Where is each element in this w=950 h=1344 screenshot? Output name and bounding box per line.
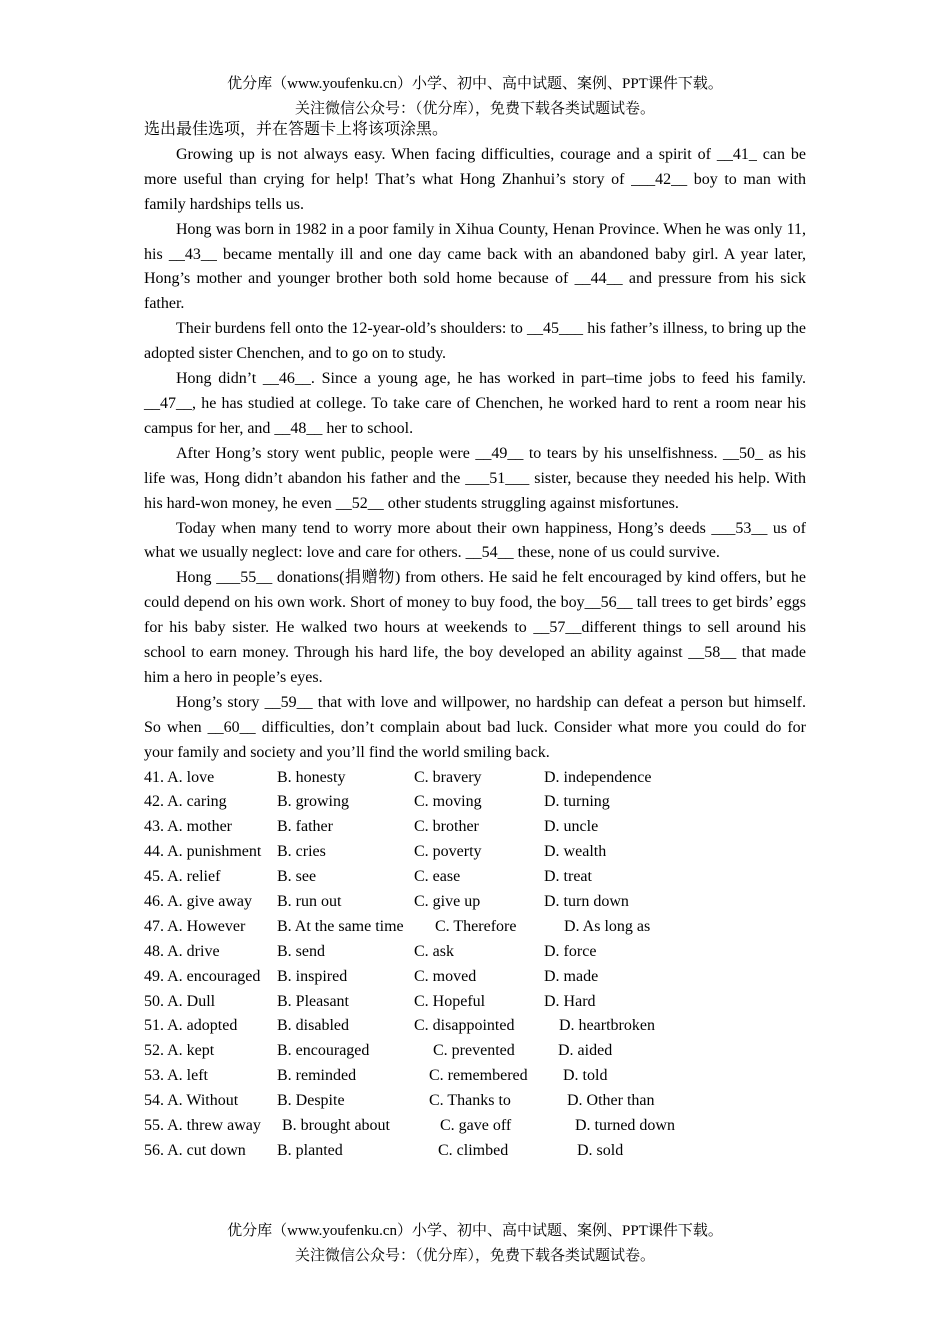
passage-paragraph-8: Hong’s story __59__ that with love and willpower, no hardship can defeat a person but himself. So when __60__ difficulties, don’t complain about bad luck. Consider what more you could do for your family and society and you’ll find the world smiling back. — [144, 693, 806, 761]
option-d: D. independence — [544, 768, 652, 786]
passage-paragraph-4: Hong didn’t __46__. Since a young age, he has worked in part–time jobs to feed his family. __47__, he has studied at college. To take care of Chenchen, he worked hard to rent a room near his campus for her, and __48__ her to school. — [144, 370, 806, 437]
option-c: C. moved — [414, 967, 477, 985]
page-footer-line-1: 优分库（www.youfenku.cn）小学、初中、高中试题、案例、PPT课件下载。 — [227, 1223, 723, 1239]
option-b: B. growing — [277, 793, 349, 811]
option-d: D. heartbroken — [559, 1017, 655, 1035]
option-d: D. made — [544, 967, 599, 985]
option-d: D. sold — [577, 1141, 624, 1159]
option-d: D. uncle — [544, 818, 599, 836]
option-row-49 — [144, 965, 806, 990]
page-header-line-2: 关注微信公众号：（优分库），免费下载各类试题试卷。 — [294, 101, 655, 117]
option-c: C. disappointed — [414, 1017, 515, 1035]
option-b: B. brought about — [282, 1117, 390, 1135]
option-a: 49. A. encouraged — [144, 967, 261, 985]
option-a: 54. A. Without — [144, 1092, 239, 1110]
option-a: 46. A. give away — [144, 893, 252, 911]
option-a: 42. A. caring — [144, 793, 227, 811]
option-row-55 — [144, 1114, 806, 1139]
option-b: B. Pleasant — [277, 992, 349, 1010]
option-row-44 — [144, 840, 806, 865]
option-b: B. reminded — [277, 1067, 357, 1085]
option-d: D. force — [544, 942, 597, 960]
page-footer-line-2: 关注微信公众号：（优分库），免费下载各类试题试卷。 — [294, 1248, 655, 1264]
option-d: D. Other than — [567, 1092, 655, 1110]
option-a: 51. A. adopted — [144, 1017, 238, 1035]
option-row-41 — [144, 766, 806, 791]
option-d: D. Hard — [544, 992, 596, 1010]
option-c: C. ask — [414, 942, 454, 960]
option-b: B. At the same time — [277, 917, 404, 935]
option-row-46 — [144, 890, 806, 915]
option-b: B. send — [277, 942, 325, 960]
option-a: 41. A. love — [144, 768, 215, 786]
option-a: 56. A. cut down — [144, 1141, 246, 1159]
option-row-47 — [144, 915, 806, 940]
option-a: 55. A. threw away — [144, 1117, 261, 1135]
option-b: B. run out — [277, 893, 342, 911]
option-a: 52. A. kept — [144, 1042, 215, 1060]
option-b: B. Despite — [277, 1092, 345, 1110]
option-a: 43. A. mother — [144, 818, 232, 836]
option-b: B. disabled — [277, 1017, 349, 1035]
option-c: C. prevented — [433, 1042, 515, 1060]
option-c: C. Hopeful — [414, 992, 486, 1010]
option-d: D. turned down — [575, 1117, 675, 1135]
option-a: 47. A. However — [144, 917, 246, 935]
option-d: D. As long as — [564, 917, 651, 935]
option-a: 50. A. Dull — [144, 992, 216, 1010]
option-c: C. remembered — [429, 1067, 528, 1085]
option-b: B. honesty — [277, 768, 346, 786]
option-c: C. brother — [414, 818, 479, 836]
option-c: C. poverty — [414, 843, 482, 861]
option-row-53 — [144, 1064, 806, 1089]
option-b: B. encouraged — [277, 1042, 370, 1060]
instruction-text: 选出最佳选项，并在答题卡上将该项涂黑。 — [144, 121, 449, 138]
passage-paragraph-5: After Hong’s story went public, people were __49__ to tears by his unselfishness. __50_ as his life was, Hong didn’t abandon his father and the ___51___ sister, because they needed his help. With his hard-won money, he even __52__ other students struggling against misfortunes. — [144, 444, 806, 512]
option-row-48 — [144, 940, 806, 965]
options-list — [144, 766, 806, 1164]
option-c: C. Therefore — [435, 917, 517, 935]
option-b: B. planted — [277, 1141, 343, 1159]
option-a: 44. A. punishment — [144, 843, 262, 861]
passage-paragraph-1: Growing up is not always easy. When facing difficulties, courage and a spirit of __41_ can be more useful than crying for help! That’s what Hong Zhanhui’s story of ___42__ boy to man with family hardships tells us. — [144, 145, 806, 213]
option-b: B. father — [277, 818, 333, 836]
option-c: C. Thanks to — [429, 1092, 511, 1110]
option-d: D. told — [563, 1067, 608, 1085]
passage-paragraph-6: Today when many tend to worry more about their own happiness, Hong’s deeds ___53__ us of what we usually neglect: love and care for others. __54__ these, none of us could survive. — [144, 519, 806, 562]
option-b: B. inspired — [277, 967, 348, 985]
option-c: C. bravery — [414, 768, 482, 786]
option-c: C. climbed — [438, 1141, 509, 1159]
option-d: D. aided — [558, 1042, 613, 1060]
option-row-50 — [144, 990, 806, 1015]
passage-paragraph-3: Their burdens fell onto the 12-year-old’s shoulders: to __45___ his father’s illness, to bring up the adopted sister Chenchen, and to go on to study. — [144, 320, 806, 363]
option-row-52 — [144, 1039, 806, 1064]
option-c: C. ease — [414, 868, 461, 886]
option-c: C. give up — [414, 893, 481, 911]
option-row-51 — [144, 1014, 806, 1039]
option-d: D. treat — [544, 868, 592, 886]
option-a: 45. A. relief — [144, 868, 221, 886]
option-c: C. gave off — [440, 1117, 512, 1135]
option-a: 53. A. left — [144, 1067, 208, 1085]
option-row-54 — [144, 1089, 806, 1114]
option-b: B. cries — [277, 843, 326, 861]
option-b: B. see — [277, 868, 317, 886]
option-row-43 — [144, 815, 806, 840]
passage-paragraph-7: Hong ___55__ donations(捐赠物) from others. He said he felt encouraged by kind offers, but he could depend on his own work. Short of money to buy food, the boy__56__ tall trees to get birds’ eggs for his baby sister. He walked two hours at weekends to __57__different things to sell around his school to earn money. Through his hard life, the boy developed an ability against __58__ that made him a hero in people’s eyes. — [144, 569, 806, 686]
option-d: D. turn down — [544, 893, 629, 911]
option-d: D. wealth — [544, 843, 607, 861]
passage-paragraph-2: Hong was born in 1982 in a poor family in Xihua County, Henan Province. When he was only 11, his __43__ became mentally ill and one day came back with an abandoned baby girl. A year later, Hong’s mother and younger brother both sold home because of __44__ and pressure from his sick father. — [144, 220, 806, 313]
option-a: 48. A. drive — [144, 942, 220, 960]
option-d: D. turning — [544, 793, 610, 811]
option-row-42 — [144, 790, 806, 815]
option-row-56 — [144, 1139, 806, 1164]
page-header-line-1: 优分库（www.youfenku.cn）小学、初中、高中试题、案例、PPT课件下载。 — [227, 76, 723, 92]
option-c: C. moving — [414, 793, 482, 811]
document-body — [144, 118, 806, 1164]
option-row-45 — [144, 865, 806, 890]
